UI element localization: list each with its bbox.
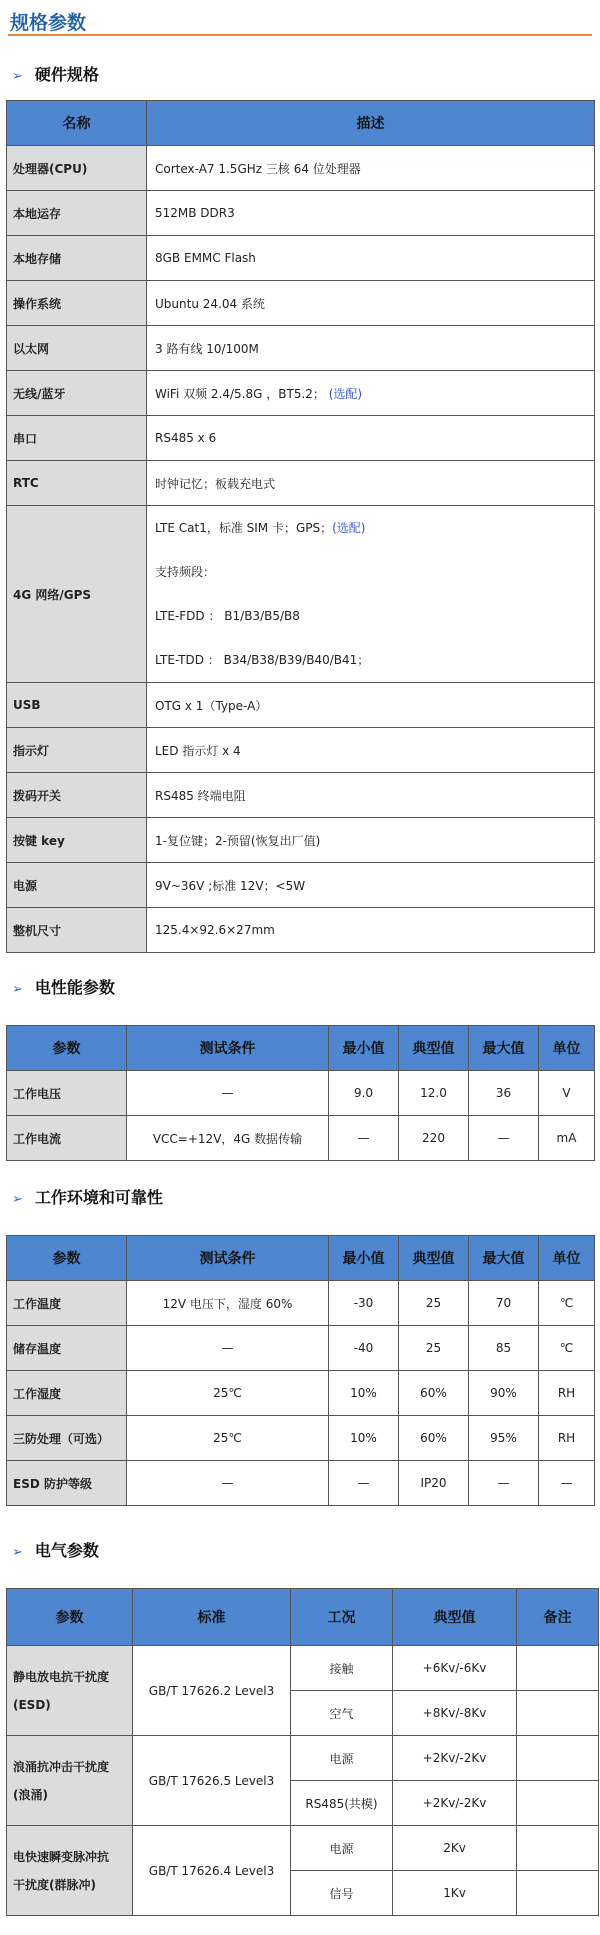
hardware-spec-table xyxy=(6,100,595,953)
max-value: 95% xyxy=(469,1416,539,1461)
optional-tag: (选配) xyxy=(332,521,366,535)
typ-value: +6Kv/-6Kv xyxy=(393,1646,517,1691)
spec-name: 指示灯 xyxy=(7,728,147,773)
column-header: 测试条件 xyxy=(127,1236,329,1281)
typ-value: IP20 xyxy=(399,1461,469,1506)
spec-name: RTC xyxy=(7,461,147,506)
column-header: 参数 xyxy=(7,1236,127,1281)
chevron-right-icon: ➢ xyxy=(12,982,23,997)
column-header: 参数 xyxy=(7,1026,127,1071)
table-row xyxy=(7,506,595,683)
min-value: 10% xyxy=(329,1416,399,1461)
typ-value: +8Kv/-8Kv xyxy=(393,1691,517,1736)
param-name: 工作电流 xyxy=(7,1116,127,1161)
column-header: 标准 xyxy=(133,1589,291,1646)
typ-value: 2Kv xyxy=(393,1826,517,1871)
table-row xyxy=(7,371,595,416)
condition: 电源 xyxy=(291,1826,393,1871)
test-condition: 25℃ xyxy=(127,1371,329,1416)
spec-value: 时钟记忆；板载充电式 xyxy=(147,461,595,506)
unit: RH xyxy=(539,1371,595,1416)
table-row xyxy=(7,1326,595,1371)
section-heading-environment: ➢ 工作环境和可靠性 xyxy=(12,1188,163,1207)
max-value: 85 xyxy=(469,1326,539,1371)
column-header: 典型值 xyxy=(399,1236,469,1281)
typ-value: 25 xyxy=(399,1326,469,1371)
electrical-table xyxy=(6,1025,595,1161)
test-condition: — xyxy=(127,1071,329,1116)
table-row xyxy=(7,236,595,281)
table-row xyxy=(7,908,595,953)
typ-value: 1Kv xyxy=(393,1871,517,1916)
table-row xyxy=(7,683,595,728)
remark xyxy=(517,1691,599,1736)
table-row xyxy=(7,281,595,326)
table-row xyxy=(7,818,595,863)
emc-table xyxy=(6,1588,599,1916)
max-value: — xyxy=(469,1116,539,1161)
typ-value: 220 xyxy=(399,1116,469,1161)
table-row xyxy=(7,461,595,506)
spec-name: 拨码开关 xyxy=(7,773,147,818)
remark xyxy=(517,1646,599,1691)
test-condition: 25℃ xyxy=(127,1416,329,1461)
table-row xyxy=(7,326,595,371)
min-value: 10% xyxy=(329,1371,399,1416)
table-row xyxy=(7,1416,595,1461)
spec-name: 4G 网络/GPS xyxy=(7,506,147,683)
column-header: 参数 xyxy=(7,1589,133,1646)
spec-value: WiFi 双频 2.4/5.8G ，BT5.2； (选配) xyxy=(147,371,595,416)
column-header: 描述 xyxy=(147,101,595,146)
spec-value: RS485 x 6 xyxy=(147,416,595,461)
unit: — xyxy=(539,1461,595,1506)
column-header: 典型值 xyxy=(393,1589,517,1646)
title-divider xyxy=(8,34,592,36)
column-header: 单位 xyxy=(539,1236,595,1281)
table-row xyxy=(7,1736,599,1781)
standard: GB/T 17626.5 Level3 xyxy=(133,1736,291,1826)
param-name: 工作温度 xyxy=(7,1281,127,1326)
test-condition: — xyxy=(127,1461,329,1506)
condition: 信号 xyxy=(291,1871,393,1916)
section-heading-emc: ➢ 电气参数 xyxy=(12,1541,99,1560)
max-value: 70 xyxy=(469,1281,539,1326)
param-name: 工作湿度 xyxy=(7,1371,127,1416)
table-row xyxy=(7,1461,595,1506)
table-header-row xyxy=(7,1236,595,1281)
spec-name: 串口 xyxy=(7,416,147,461)
min-value: — xyxy=(329,1116,399,1161)
typ-value: 12.0 xyxy=(399,1071,469,1116)
spec-name: USB xyxy=(7,683,147,728)
param-name: 三防处理（可选） xyxy=(7,1416,127,1461)
table-header-row xyxy=(7,1026,595,1071)
remark xyxy=(517,1871,599,1916)
spec-name: 按键 key xyxy=(7,818,147,863)
spec-value: OTG x 1（Type-A） xyxy=(147,683,595,728)
spec-value: 125.4×92.6×27mm xyxy=(147,908,595,953)
table-row xyxy=(7,863,595,908)
min-value: 9.0 xyxy=(329,1071,399,1116)
typ-value: 25 xyxy=(399,1281,469,1326)
environment-table xyxy=(6,1235,595,1506)
max-value: 36 xyxy=(469,1071,539,1116)
table-row xyxy=(7,191,595,236)
table-header-row xyxy=(7,1589,599,1646)
typ-value: 60% xyxy=(399,1371,469,1416)
param-name: ESD 防护等级 xyxy=(7,1461,127,1506)
condition: 电源 xyxy=(291,1736,393,1781)
chevron-right-icon: ➢ xyxy=(12,1192,23,1207)
spec-name: 操作系统 xyxy=(7,281,147,326)
column-header: 最小值 xyxy=(329,1026,399,1071)
table-row xyxy=(7,1116,595,1161)
spec-value: Ubuntu 24.04 系统 xyxy=(147,281,595,326)
spec-value: 1-复位键；2-预留(恢复出厂值) xyxy=(147,818,595,863)
spec-value: 3 路有线 10/100M xyxy=(147,326,595,371)
typ-value: +2Kv/-2Kv xyxy=(393,1781,517,1826)
spec-value: RS485 终端电阻 xyxy=(147,773,595,818)
page-title: 规格参数 xyxy=(10,12,87,34)
condition: RS485(共模) xyxy=(291,1781,393,1826)
column-header: 工况 xyxy=(291,1589,393,1646)
spec-name: 以太网 xyxy=(7,326,147,371)
column-header: 最大值 xyxy=(469,1236,539,1281)
table-row xyxy=(7,1281,595,1326)
spec-value: 512MB DDR3 xyxy=(147,191,595,236)
param-name: 电快速瞬变脉冲抗 干扰度(群脉冲) xyxy=(7,1826,133,1916)
min-value: -30 xyxy=(329,1281,399,1326)
column-header: 最小值 xyxy=(329,1236,399,1281)
unit: mA xyxy=(539,1116,595,1161)
optional-tag: (选配) xyxy=(328,386,363,401)
max-value: — xyxy=(469,1461,539,1506)
max-value: 90% xyxy=(469,1371,539,1416)
column-header: 备注 xyxy=(517,1589,599,1646)
param-name: 工作电压 xyxy=(7,1071,127,1116)
table-row xyxy=(7,1371,595,1416)
table-row xyxy=(7,1826,599,1871)
remark xyxy=(517,1781,599,1826)
standard: GB/T 17626.2 Level3 xyxy=(133,1646,291,1736)
section-heading-electrical: ➢ 电性能参数 xyxy=(12,978,115,997)
test-condition: VCC=+12V，4G 数据传输 xyxy=(127,1116,329,1161)
remark xyxy=(517,1826,599,1871)
param-name: 储存温度 xyxy=(7,1326,127,1371)
chevron-right-icon: ➢ xyxy=(12,69,23,84)
table-row xyxy=(7,773,595,818)
typ-value: 60% xyxy=(399,1416,469,1461)
standard: GB/T 17626.4 Level3 xyxy=(133,1826,291,1916)
table-row xyxy=(7,1071,595,1116)
condition: 空气 xyxy=(291,1691,393,1736)
test-condition: 12V 电压下，湿度 60% xyxy=(127,1281,329,1326)
spec-value: 8GB EMMC Flash xyxy=(147,236,595,281)
column-header: 典型值 xyxy=(399,1026,469,1071)
remark xyxy=(517,1736,599,1781)
test-condition: — xyxy=(127,1326,329,1371)
condition: 接触 xyxy=(291,1646,393,1691)
table-row xyxy=(7,146,595,191)
column-header: 最大值 xyxy=(469,1026,539,1071)
table-row xyxy=(7,1646,599,1691)
unit: ℃ xyxy=(539,1326,595,1371)
param-name: 浪涌抗冲击干扰度 (浪涌) xyxy=(7,1736,133,1826)
spec-name: 本地存储 xyxy=(7,236,147,281)
unit: ℃ xyxy=(539,1281,595,1326)
chevron-right-icon: ➢ xyxy=(12,1545,23,1560)
section-heading-hardware: ➢ 硬件规格 xyxy=(12,65,99,84)
spec-name: 电源 xyxy=(7,863,147,908)
min-value: — xyxy=(329,1461,399,1506)
column-header: 测试条件 xyxy=(127,1026,329,1071)
typ-value: +2Kv/-2Kv xyxy=(393,1736,517,1781)
spec-name: 处理器(CPU) xyxy=(7,146,147,191)
table-header-row xyxy=(7,101,595,146)
spec-value: Cortex-A7 1.5GHz 三核 64 位处理器 xyxy=(147,146,595,191)
param-name: 静电放电抗干扰度 (ESD) xyxy=(7,1646,133,1736)
table-row xyxy=(7,728,595,773)
spec-name: 无线/蓝牙 xyxy=(7,371,147,416)
column-header: 名称 xyxy=(7,101,147,146)
column-header: 单位 xyxy=(539,1026,595,1071)
unit: V xyxy=(539,1071,595,1116)
spec-value: LED 指示灯 x 4 xyxy=(147,728,595,773)
spec-name: 本地运存 xyxy=(7,191,147,236)
spec-name: 整机尺寸 xyxy=(7,908,147,953)
table-row xyxy=(7,416,595,461)
spec-value: 9V~36V ;标准 12V；<5W xyxy=(147,863,595,908)
min-value: -40 xyxy=(329,1326,399,1371)
spec-value: LTE Cat1，标准 SIM 卡；GPS；(选配) 支持频段： LTE-FDD ： B1/B3/B5/B8 LTE-TDD ： B34/B38/B39/B40/B41； xyxy=(147,506,595,683)
unit: RH xyxy=(539,1416,595,1461)
